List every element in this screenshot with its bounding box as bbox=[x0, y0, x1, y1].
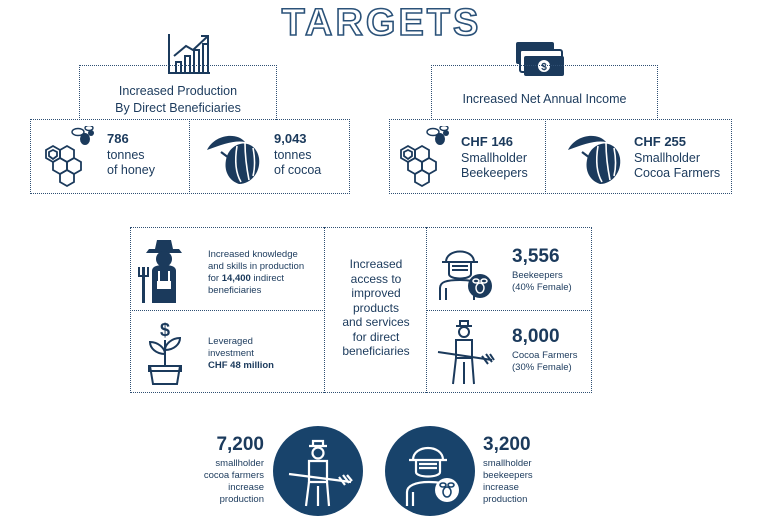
pitchfork-farmer-icon bbox=[434, 318, 496, 386]
cocoa-income-stat: CHF 255 Smallholder Cocoa Farmers bbox=[634, 134, 721, 180]
knowledge-text: Increased knowledge and skills in production for 14,400 indirect beneficiaries bbox=[208, 249, 305, 296]
cocoa-increase-stat: 7,200 smallholder cocoa farmers increase production bbox=[203, 434, 264, 505]
production-bracket bbox=[79, 65, 277, 66]
cocoa-pod-icon bbox=[562, 128, 624, 186]
bee-increase-stat: 3,200 smallholder beekeepers increase production bbox=[483, 434, 533, 505]
pitchfork-farmer-icon bbox=[273, 426, 363, 516]
income-header: Increased Net Annual Income bbox=[462, 92, 627, 106]
farmer-count-stat: 8,000 Cocoa Farmers (30% Female) bbox=[512, 326, 578, 373]
money-plant-icon bbox=[144, 320, 186, 386]
beekeeper-icon bbox=[436, 240, 494, 300]
honeycomb-bee-icon bbox=[38, 126, 100, 188]
honeycomb-bee-icon bbox=[393, 126, 455, 188]
access-text: Increased access to improved products and services for direct beneficiaries bbox=[342, 257, 410, 358]
cocoa-stat: 9,043 tonnes of cocoa bbox=[274, 131, 322, 177]
production-header: Increased Production By Direct Beneficiaries bbox=[115, 84, 241, 115]
cocoa-pod-icon bbox=[201, 128, 263, 186]
money-stack-icon bbox=[514, 38, 566, 78]
income-bracket bbox=[431, 65, 658, 66]
farmer-icon bbox=[136, 237, 192, 303]
beekeeper-icon bbox=[385, 426, 475, 516]
beekeeper-income-stat: CHF 146 Smallholder Beekeepers bbox=[461, 134, 528, 180]
page-title: TARGETS bbox=[281, 2, 482, 44]
svg-text:$: $ bbox=[159, 320, 171, 340]
honey-stat: 786 tonnes of honey bbox=[107, 131, 155, 177]
growth-chart-icon bbox=[166, 30, 212, 76]
cocoa-farmer-circle bbox=[273, 426, 363, 516]
svg-text:$: $ bbox=[541, 62, 547, 73]
investment-text: Leveraged investment CHF 48 million bbox=[208, 336, 274, 371]
beekeeper-count-stat: 3,556 Beekeepers (40% Female) bbox=[512, 246, 572, 293]
beekeeper-circle bbox=[385, 426, 475, 516]
